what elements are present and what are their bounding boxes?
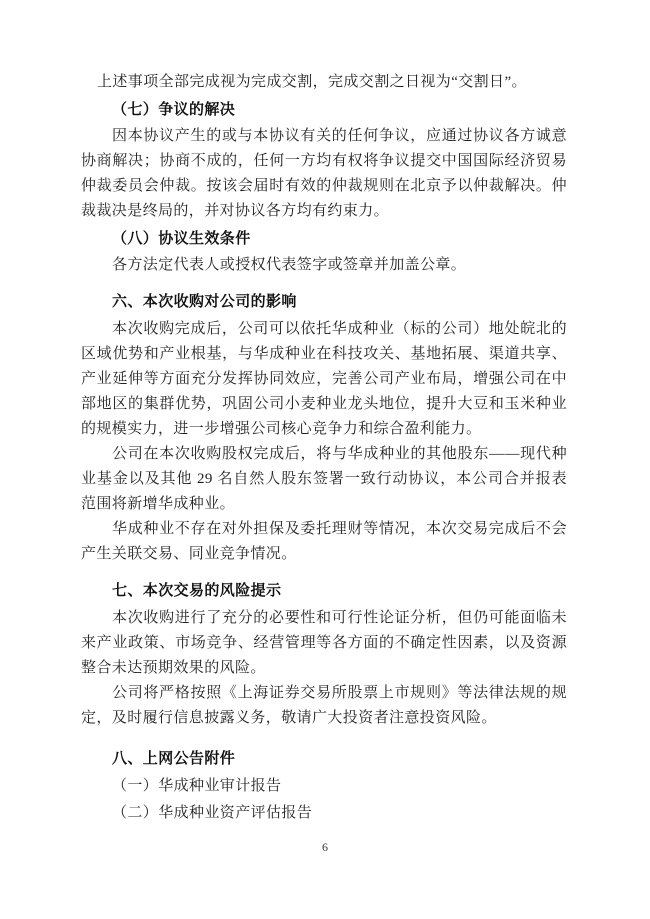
sub-heading-agreement-effectiveness: （八）协议生效条件 (112, 231, 251, 247)
paragraph: 因本协议产生的或与本协议有关的任何争议，应通过协议各方诚意协商解决；协商不成的，任何一方均有权将争议提交中国国际经济贸易仲裁委员会仲裁。按该会届时有效的仲裁规则在北京予以仲裁解决。仲裁裁决是终局的，并对协议各方均有约束力。 (81, 128, 567, 219)
paragraph: 华成种业不存在对外担保及委托理财等情况，本次交易完成后不会产生关联交易、同业竞争情况。 (81, 521, 567, 562)
paragraph: 本次收购进行了充分的必要性和可行性论证分析，但仍可能面临未来产业政策、市场竞争、经营管理等各方面的不确定性因素，以及资源整合未达预期效果的风险。 (81, 610, 567, 676)
paragraph: 公司在本次收购股权完成后，将与华成种业的其他股东——现代种业基金以及其他 29 名自然人股东签署一致行动协议，本公司合并报表范围将新增华成种业。 (81, 446, 567, 512)
section-heading-risk-notice: 七、本次交易的风险提示 (112, 583, 282, 599)
paragraph: 本次收购完成后，公司可以依托华成种业（标的公司）地处皖北的区域优势和产业根基，与华成种业在科技攻关、基地拓展、渠道共享、产业延伸等方面充分发挥协同效应，完善公司产业布局，增强公司在中部地区的集群优势，巩固公司小麦种业龙头地位，提升大豆和玉米种业的规模实力，进一步增强公司核心竞争力和综合盈利能力。 (81, 321, 567, 437)
list-item-audit-report: （一）华成种业审计报告 (112, 778, 282, 794)
section-heading-online-attachments: 八、上网公告附件 (112, 751, 236, 767)
paragraph: 公司将严格按照《上海证券交易所股票上市规则》等法律法规的规定，及时履行信息披露义务，敬请广大投资者注意投资风险。 (81, 685, 567, 726)
paragraph: 各方法定代表人或授权代表签字或签章并加盖公章。 (112, 257, 467, 273)
section-heading-impact-on-company: 六、本次收购对公司的影响 (112, 294, 297, 310)
page-footer (0, 838, 650, 856)
paragraph-continuation: 上述事项全部完成视为完成交割，完成交割之日视为“交割日”。 (97, 74, 527, 90)
sub-heading-dispute-resolution: （七）争议的解决 (112, 102, 236, 118)
page-number: 6 (322, 840, 328, 854)
list-item-asset-appraisal-report: （二）华成种业资产评估报告 (112, 805, 313, 821)
document-content (81, 70, 567, 826)
